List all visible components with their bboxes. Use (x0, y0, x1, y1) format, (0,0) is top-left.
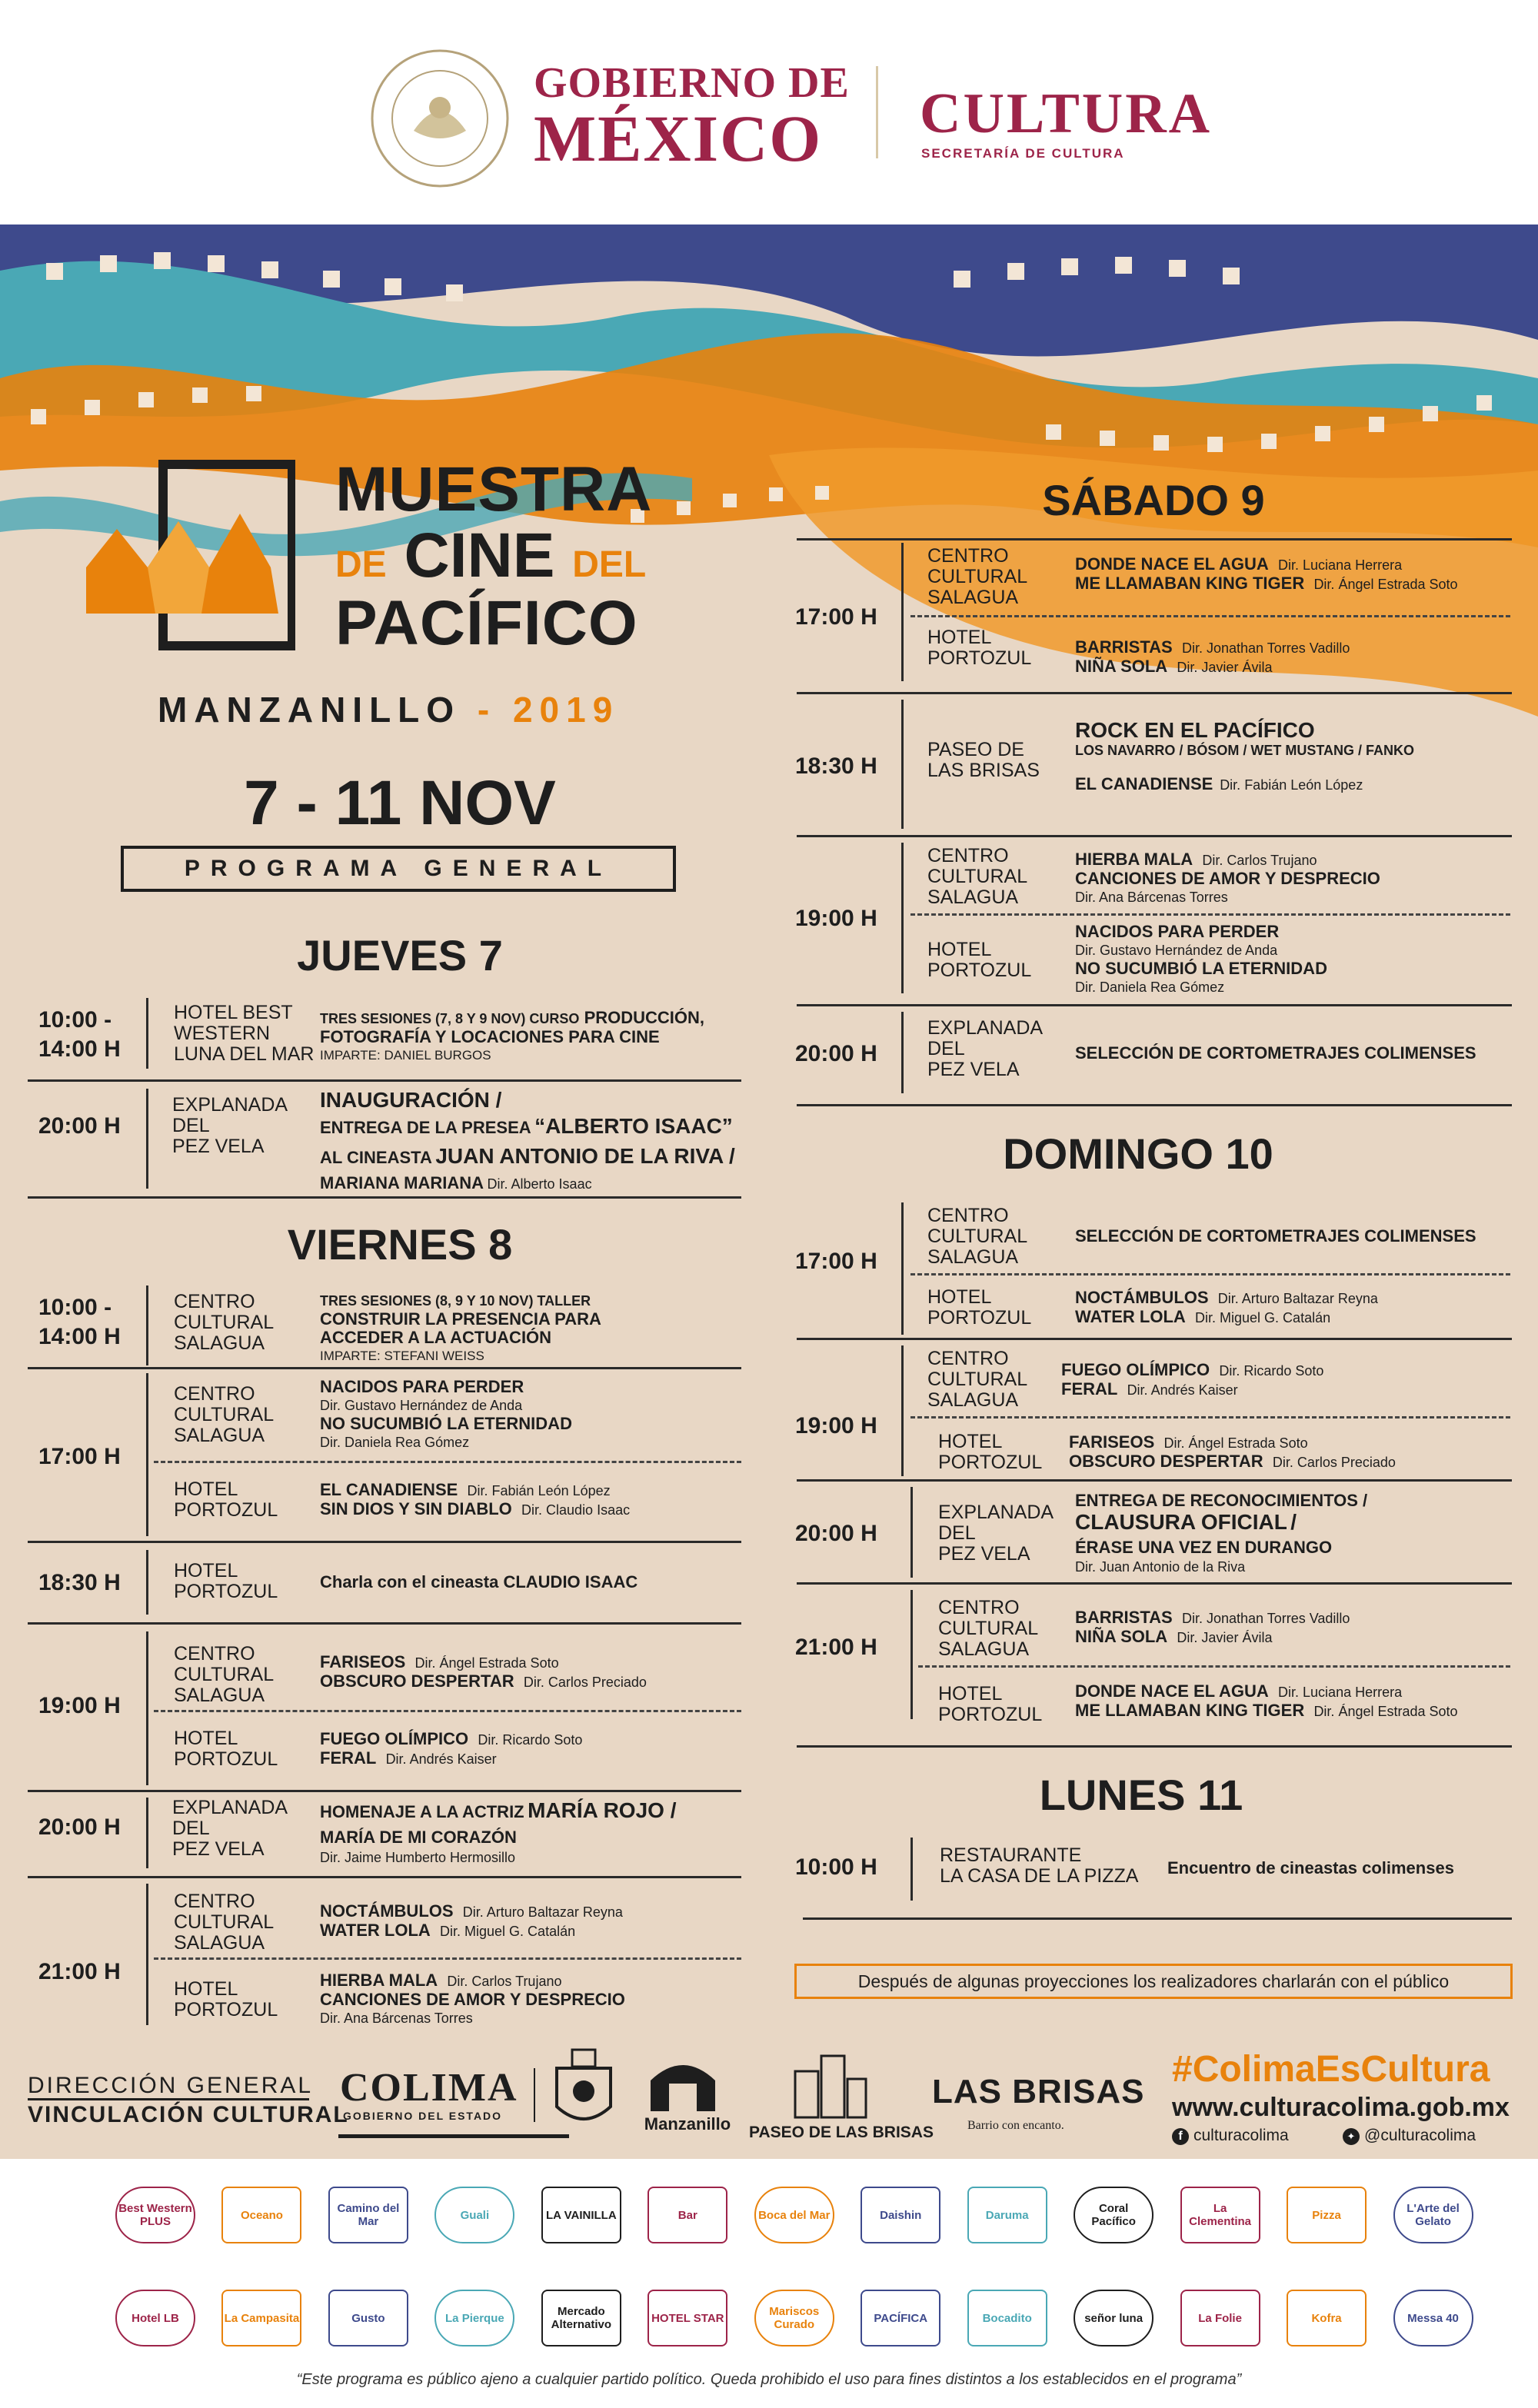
event-block (1069, 1433, 1507, 1472)
film-director: Dir. Luciana Herrera (1278, 557, 1403, 573)
film-title: NO SUCUMBIÓ LA ETERNIDAD (1075, 959, 1327, 978)
sponsor-logo: Bocadito (967, 2290, 1047, 2346)
film-title: DONDE NACE EL AGUA (1075, 554, 1269, 574)
event-text: SELECCIÓN DE CORTOMETRAJES COLIMENSES (1075, 1226, 1476, 1246)
dashed-separator (154, 1957, 741, 1960)
film-title: FERAL (320, 1748, 377, 1768)
film-director: Dir. Jonathan Torres Vadillo (1181, 1611, 1350, 1626)
sponsor-logo: señor luna (1074, 2290, 1154, 2346)
venue-label: CENTRO CULTURAL SALAGUA (927, 545, 1028, 608)
dashed-separator (910, 1416, 1510, 1419)
event-block (1075, 850, 1506, 906)
film-director: Dir. Miguel G. Catalán (1195, 1310, 1331, 1325)
film-director: Dir. Ángel Estrada Soto (1313, 577, 1458, 592)
event-text: “ALBERTO ISAAC” (534, 1114, 733, 1138)
film-director: Dir. Fabián León López (1220, 777, 1363, 793)
film-director: Dir. Andrés Kaiser (385, 1751, 497, 1767)
event-block (320, 1378, 751, 1452)
manzanillo-label: Manzanillo (644, 2114, 731, 2134)
row-divider (146, 1373, 148, 1536)
event-block (320, 1730, 751, 1768)
sponsor-logo: PACÍFICA (861, 2290, 940, 2346)
facebook-handle[interactable]: culturacolima (1193, 2127, 1289, 2144)
row-separator (797, 538, 1512, 540)
paseo-brisas-label: PASEO DE LAS BRISAS (749, 2124, 934, 2141)
film-director: Dir. Javier Ávila (1177, 660, 1273, 675)
dgvc-divider (28, 2098, 309, 2100)
film-title: CANCIONES DE AMOR Y DESPRECIO (320, 1990, 625, 2009)
row-separator (797, 1479, 1512, 1482)
venue-label: CENTRO CULTURAL SALAGUA (174, 1383, 275, 1446)
event-block (1075, 1289, 1506, 1327)
row-separator (28, 1541, 741, 1543)
time-label: 19:00 H (38, 1693, 121, 1718)
mexico-seal-icon (368, 46, 512, 191)
time-label: 20:00 H (795, 1041, 877, 1066)
event-block (1075, 638, 1506, 677)
film-director: Dir. Arturo Baltazar Reyna (462, 1904, 623, 1920)
film-title: NOCTÁMBULOS (320, 1901, 454, 1921)
dashed-separator (918, 1665, 1510, 1668)
sponsor-logo: Messa 40 (1393, 2290, 1473, 2346)
film-title: FARISEOS (1069, 1432, 1155, 1452)
row-divider (901, 843, 904, 993)
film-title: HIERBA MALA (320, 1971, 438, 1990)
las-brisas-logo: LAS BRISAS (932, 2073, 1145, 2110)
film-director: Dir. Ana Bárcenas Torres (1075, 890, 1228, 905)
muestra-logo-icon (86, 460, 295, 650)
event-text: CONSTRUIR LA PRESENCIA PARA (320, 1309, 601, 1329)
row-divider (146, 1285, 148, 1365)
event-year: - 2019 (477, 690, 620, 730)
twitter-icon[interactable]: ✦ (1343, 2128, 1360, 2145)
event-city: MANZANILLO (158, 690, 461, 730)
las-brisas-tagline: Barrio con encanto. (967, 2119, 1064, 2132)
event-text: MARÍA ROJO / (528, 1798, 677, 1822)
film-title: NIÑA SOLA (1075, 1627, 1168, 1646)
time-label: 18:30 H (795, 753, 877, 779)
row-divider (901, 1202, 904, 1335)
event-block (320, 1653, 751, 1691)
sponsor-logo: Oceano (221, 2187, 301, 2243)
film-title: OBSCURO DESPERTAR (320, 1671, 514, 1691)
film-title: NIÑA SOLA (1075, 657, 1168, 676)
title-del: DEL (572, 544, 647, 585)
row-separator (28, 1367, 741, 1369)
row-separator (797, 835, 1512, 837)
film-director: Dir. Claudio Isaac (521, 1502, 631, 1518)
row-divider (901, 1012, 904, 1093)
event-block (320, 1971, 751, 2027)
film-title: HIERBA MALA (1075, 850, 1193, 869)
event-block (320, 1799, 751, 1866)
film-title: FUEGO OLÍMPICO (320, 1729, 469, 1748)
film-director: Dir. Jonathan Torres Vadillo (1181, 640, 1350, 656)
sponsor-logo: Mariscos Curado (754, 2290, 834, 2346)
film-director: Dir. Ángel Estrada Soto (1163, 1435, 1308, 1451)
event-block (1075, 555, 1506, 594)
film-title: FARISEOS (320, 1652, 406, 1671)
event-block (320, 1902, 751, 1941)
event-city-year (158, 689, 619, 730)
film-title: SIN DIOS Y SIN DIABLO (320, 1499, 512, 1518)
sponsor-logo: Pizza (1287, 2187, 1367, 2243)
event-text: ACCEDER A LA ACTUACIÓN (320, 1328, 552, 1347)
dashed-separator (154, 1461, 741, 1463)
time-label: 19:00 H (795, 906, 877, 931)
row-divider (910, 1590, 913, 1719)
film-title: BARRISTAS (1075, 1608, 1173, 1627)
venue-label: RESTAURANTE LA CASA DE LA PIZZA (940, 1844, 1139, 1887)
gov-title-line1: GOBIERNO DE (534, 59, 850, 107)
sponsor-logo: LA VAINILLA (541, 2187, 621, 2243)
website-link[interactable]: www.culturacolima.gob.mx (1172, 2093, 1510, 2122)
venue-label: HOTEL PORTOZUL (174, 1728, 278, 1770)
time-label: 18:30 H (38, 1570, 121, 1595)
film-title: FERAL (1061, 1379, 1118, 1399)
venue-label: HOTEL PORTOZUL (927, 627, 1032, 669)
venue-label: EXPLANADA DEL PEZ VELA (927, 1017, 1044, 1080)
event-text: FOTOGRAFÍA Y LOCACIONES PARA CINE (320, 1027, 660, 1046)
row-divider (901, 700, 904, 829)
row-separator (28, 1622, 741, 1625)
film-director: Dir. Miguel G. Catalán (440, 1924, 576, 1939)
sponsor-logo: Daruma (967, 2187, 1047, 2243)
event-dates: 7 - 11 NOV (244, 768, 556, 838)
venue-label: CENTRO CULTURAL SALAGUA (174, 1291, 275, 1354)
row-separator (803, 1917, 1512, 1920)
row-divider (146, 1884, 148, 2025)
dashed-separator (910, 913, 1510, 916)
event-block (1075, 718, 1506, 794)
dashed-separator (910, 615, 1510, 617)
cultura-title: CULTURA (920, 82, 1213, 145)
venue-label: HOTEL BEST WESTERN LUNA DEL MAR (174, 1002, 315, 1065)
film-director: Dir. Ricardo Soto (1219, 1363, 1324, 1379)
row-divider (146, 1798, 148, 1868)
dgvc-line2: VINCULACIÓN CULTURAL (28, 2102, 349, 2127)
film-title: FUEGO OLÍMPICO (1061, 1360, 1210, 1379)
film-title: EL CANADIENSE (1075, 774, 1213, 793)
time-label: 20:00 H (38, 1113, 121, 1139)
dashed-separator (154, 1710, 741, 1712)
manzanillo-logo-icon (646, 2050, 720, 2114)
film-director: Dir. Gustavo Hernández de Anda (1075, 943, 1278, 958)
event-text: CLAUDIO ISAAC (503, 1572, 638, 1591)
venue-label: HOTEL PORTOZUL (927, 939, 1032, 981)
sponsor-logo: Boca del Mar (754, 2187, 834, 2243)
disclaimer: “Este programa es público ajeno a cualquier partido político. Queda prohibido el uso para fines distintos a los establecidos en el programa” (296, 2371, 1242, 2388)
film-director: Dir. Daniela Rea Gómez (1075, 979, 1225, 995)
time-label: 10:00 H (795, 1854, 877, 1880)
row-separator (28, 1790, 741, 1792)
film-director: Dir. Carlos Trujano (1202, 853, 1317, 868)
film-director: Dir. Luciana Herrera (1278, 1685, 1403, 1700)
row-separator (797, 692, 1512, 694)
sponsor-logo: Bar (647, 2187, 727, 2243)
film-director: Dir. Daniela Rea Gómez (320, 1435, 470, 1450)
event-text: PRODUCCIÓN, (584, 1008, 705, 1027)
time-label: 10:00 - 14:00 H (38, 1295, 121, 1349)
paseo-brisas-logo-icon (787, 2048, 872, 2122)
sponsor-logo: Guali (434, 2187, 514, 2243)
row-separator (28, 1079, 741, 1082)
hashtag: #ColimaEsCultura (1172, 2049, 1490, 2090)
event-title-line1: MUESTRA (335, 454, 653, 524)
row-separator (28, 1196, 741, 1199)
sponsor-logo: HOTEL STAR (647, 2290, 727, 2346)
film-director: Dir. Alberto Isaac (487, 1176, 592, 1192)
row-divider (901, 543, 904, 681)
event-text: / (1290, 1510, 1297, 1534)
film-title: ME LLAMABAN KING TIGER (1075, 574, 1305, 593)
event-text: Encuentro de cineastas colimenses (1167, 1858, 1454, 1878)
row-separator (797, 1004, 1512, 1006)
row-separator (797, 1582, 1512, 1585)
note-box: Después de algunas proyecciones los realizadores charlarán con el público (794, 1964, 1513, 1999)
venue-label: CENTRO CULTURAL SALAGUA (927, 845, 1028, 908)
film-title: ÉRASE UNA VEZ EN DURANGO (1075, 1538, 1333, 1557)
event-block (320, 1292, 751, 1365)
title-cine: CINE (404, 521, 555, 590)
row-separator (797, 1104, 1512, 1106)
film-title: NACIDOS PARA PERDER (1075, 922, 1280, 941)
event-text: ENTREGA DE LA PRESEA (320, 1118, 531, 1137)
sponsor-logo: Gusto (328, 2290, 408, 2346)
gov-title-line2: MÉXICO (534, 101, 823, 175)
sponsor-logo: Kofra (1287, 2290, 1367, 2346)
event-text: HOMENAJE A LA ACTRIZ (320, 1802, 524, 1821)
event-block (1061, 1361, 1507, 1399)
row-separator (797, 1745, 1512, 1748)
time-label: 20:00 H (38, 1814, 121, 1840)
sponsor-logo: La Pierque (434, 2290, 514, 2346)
row-divider (901, 1345, 904, 1476)
event-text: CLAUSURA OFICIAL (1075, 1510, 1287, 1534)
event-block (1075, 923, 1506, 996)
title-de: DE (335, 544, 387, 585)
day-title-sabado: SÁBADO 9 (1042, 476, 1265, 524)
venue-label: HOTEL PORTOZUL (174, 1560, 278, 1602)
sponsor-logo: La Campasita (221, 2290, 301, 2346)
row-divider (910, 1487, 913, 1578)
event-text: TRES SESIONES (8, 9 Y 10 NOV) TALLER (320, 1293, 591, 1309)
event-title-line3: PACÍFICO (335, 588, 638, 658)
event-text: LOS NAVARRO / BÓSOM / WET MUSTANG / FANKO (1075, 743, 1414, 758)
cultura-subtitle: SECRETARÍA DE CULTURA (921, 146, 1125, 161)
sponsor-logo: Coral Pacífico (1074, 2187, 1154, 2243)
time-label: 17:00 H (795, 604, 877, 630)
day-title-lunes: LUNES 11 (1039, 1771, 1243, 1819)
film-title: WATER LOLA (1075, 1307, 1186, 1326)
event-block (320, 1573, 751, 1591)
film-title: ME LLAMABAN KING TIGER (1075, 1701, 1305, 1720)
day-title-jueves: JUEVES 7 (297, 931, 503, 979)
film-director: Dir. Ángel Estrada Soto (414, 1655, 559, 1671)
venue-label: EXPLANADA DEL PEZ VELA (938, 1502, 1054, 1565)
film-title: CANCIONES DE AMOR Y DESPRECIO (1075, 869, 1380, 888)
time-label: 17:00 H (795, 1249, 877, 1274)
film-title: WATER LOLA (320, 1921, 431, 1940)
row-divider (146, 1550, 148, 1615)
venue-label: CENTRO CULTURAL SALAGUA (927, 1205, 1028, 1268)
row-separator (28, 1876, 741, 1878)
film-director: Dir. Javier Ávila (1177, 1630, 1273, 1645)
event-instructor: IMPARTE: DANIEL BURGOS (320, 1048, 491, 1063)
venue-label: PASEO DE LAS BRISAS (927, 739, 1040, 781)
event-block (320, 1009, 751, 1065)
twitter-handle[interactable]: @culturacolima (1364, 2127, 1476, 2144)
film-title: NOCTÁMBULOS (1075, 1288, 1209, 1307)
header-divider (876, 66, 878, 158)
film-title: NACIDOS PARA PERDER (320, 1377, 524, 1396)
program-label: PROGRAMA GENERAL (121, 846, 676, 892)
film-director: Dir. Gustavo Hernández de Anda (320, 1398, 523, 1413)
event-text: ROCK EN EL PACÍFICO (1075, 718, 1315, 742)
sponsor-logo: La Clementina (1180, 2187, 1260, 2243)
event-text: SELECCIÓN DE CORTOMETRAJES COLIMENSES (1075, 1043, 1476, 1063)
film-director: Dir. Ángel Estrada Soto (1313, 1704, 1458, 1719)
dashed-separator (910, 1273, 1510, 1276)
row-divider (146, 1089, 148, 1189)
venue-label: HOTEL PORTOZUL (938, 1431, 1043, 1473)
film-title: NO SUCUMBIÓ LA ETERNIDAD (320, 1414, 572, 1433)
header (0, 0, 1538, 225)
film-title: DONDE NACE EL AGUA (1075, 1681, 1269, 1701)
venue-label: HOTEL PORTOZUL (174, 1978, 278, 2021)
time-label: 21:00 H (795, 1635, 877, 1660)
logo-divider (534, 2068, 535, 2122)
event-block (1075, 1608, 1506, 1647)
time-label: 19:00 H (795, 1413, 877, 1438)
row-divider (910, 1838, 913, 1901)
time-label: 10:00 - 14:00 H (38, 1007, 121, 1062)
venue-label: CENTRO CULTURAL SALAGUA (938, 1597, 1039, 1660)
film-title: OBSCURO DESPERTAR (1069, 1452, 1263, 1471)
film-director: Dir. Jaime Humberto Hermosillo (320, 1850, 516, 1865)
sponsor-logo: Best Western PLUS (115, 2187, 195, 2243)
venue-label: CENTRO CULTURAL SALAGUA (927, 1348, 1028, 1411)
venue-label: EXPLANADA DEL PEZ VELA (172, 1094, 288, 1157)
film-director: Dir. Ana Bárcenas Torres (320, 2011, 473, 2026)
colima-underline (338, 2134, 569, 2138)
event-block (1075, 1682, 1506, 1721)
venue-label: EXPLANADA DEL PEZ VELA (172, 1797, 288, 1860)
sponsor-logo: La Folie (1180, 2290, 1260, 2346)
venue-label: HOTEL PORTOZUL (927, 1286, 1032, 1329)
row-separator (797, 1338, 1512, 1340)
colima-logo: COLIMA (340, 2066, 518, 2110)
time-label: 17:00 H (38, 1444, 121, 1469)
row-divider (146, 1631, 148, 1785)
film-title: MARIANA MARIANA (320, 1173, 484, 1192)
colima-subtitle: GOBIERNO DEL ESTADO (343, 2110, 503, 2122)
film-title: EL CANADIENSE (320, 1480, 458, 1499)
facebook-icon[interactable]: f (1172, 2128, 1189, 2145)
event-title-line2 (335, 520, 646, 592)
film-director: Dir. Carlos Preciado (523, 1675, 647, 1690)
time-label: 21:00 H (38, 1959, 121, 1984)
film-director: Dir. Ricardo Soto (478, 1732, 583, 1748)
film-title: BARRISTAS (1075, 637, 1173, 657)
event-block (1075, 1490, 1506, 1575)
sponsor-logo: Daishin (861, 2187, 940, 2243)
film-director: Dir. Arturo Baltazar Reyna (1217, 1291, 1378, 1306)
film-director: Dir. Juan Antonio de la Riva (1075, 1559, 1246, 1575)
event-text: Charla con el cineasta (320, 1572, 499, 1591)
event-text: TRES SESIONES (7, 8 Y 9 NOV) CURSO (320, 1011, 580, 1026)
day-title-domingo: DOMINGO 10 (1003, 1129, 1273, 1178)
venue-label: CENTRO CULTURAL SALAGUA (174, 1643, 275, 1706)
film-title: MARÍA DE MI CORAZÓN (320, 1828, 517, 1847)
sponsor-logo: L'Arte del Gelato (1393, 2187, 1473, 2243)
venue-label: HOTEL PORTOZUL (174, 1478, 278, 1521)
event-text: JUAN ANTONIO DE LA RIVA / (435, 1144, 735, 1168)
row-divider (146, 998, 148, 1069)
event-block (320, 1481, 751, 1519)
event-text: ENTREGA DE RECONOCIMIENTOS / (1075, 1491, 1368, 1510)
venue-label: CENTRO CULTURAL SALAGUA (174, 1891, 275, 1954)
film-director: Dir. Carlos Preciado (1272, 1455, 1396, 1470)
sponsor-logo: Camino del Mar (328, 2187, 408, 2243)
colima-crest-icon (549, 2045, 618, 2137)
event-text: AL CINEASTA (320, 1148, 432, 1167)
event-text: INAUGURACIÓN / (320, 1088, 502, 1112)
venue-label: HOTEL PORTOZUL (938, 1683, 1043, 1725)
time-label: 20:00 H (795, 1521, 877, 1546)
film-director: Dir. Andrés Kaiser (1127, 1382, 1238, 1398)
sponsor-logo: Hotel LB (115, 2290, 195, 2346)
film-director: Dir. Fabián León López (467, 1483, 611, 1498)
event-block (320, 1087, 766, 1196)
dgvc-line1: DIRECCIÓN GENERAL (28, 2073, 314, 2098)
film-director: Dir. Carlos Trujano (447, 1974, 562, 1989)
event-instructor: IMPARTE: STEFANI WEISS (320, 1349, 484, 1363)
day-title-viernes: VIERNES 8 (287, 1220, 513, 1269)
sponsor-logo: Mercado Alternativo (541, 2290, 621, 2346)
